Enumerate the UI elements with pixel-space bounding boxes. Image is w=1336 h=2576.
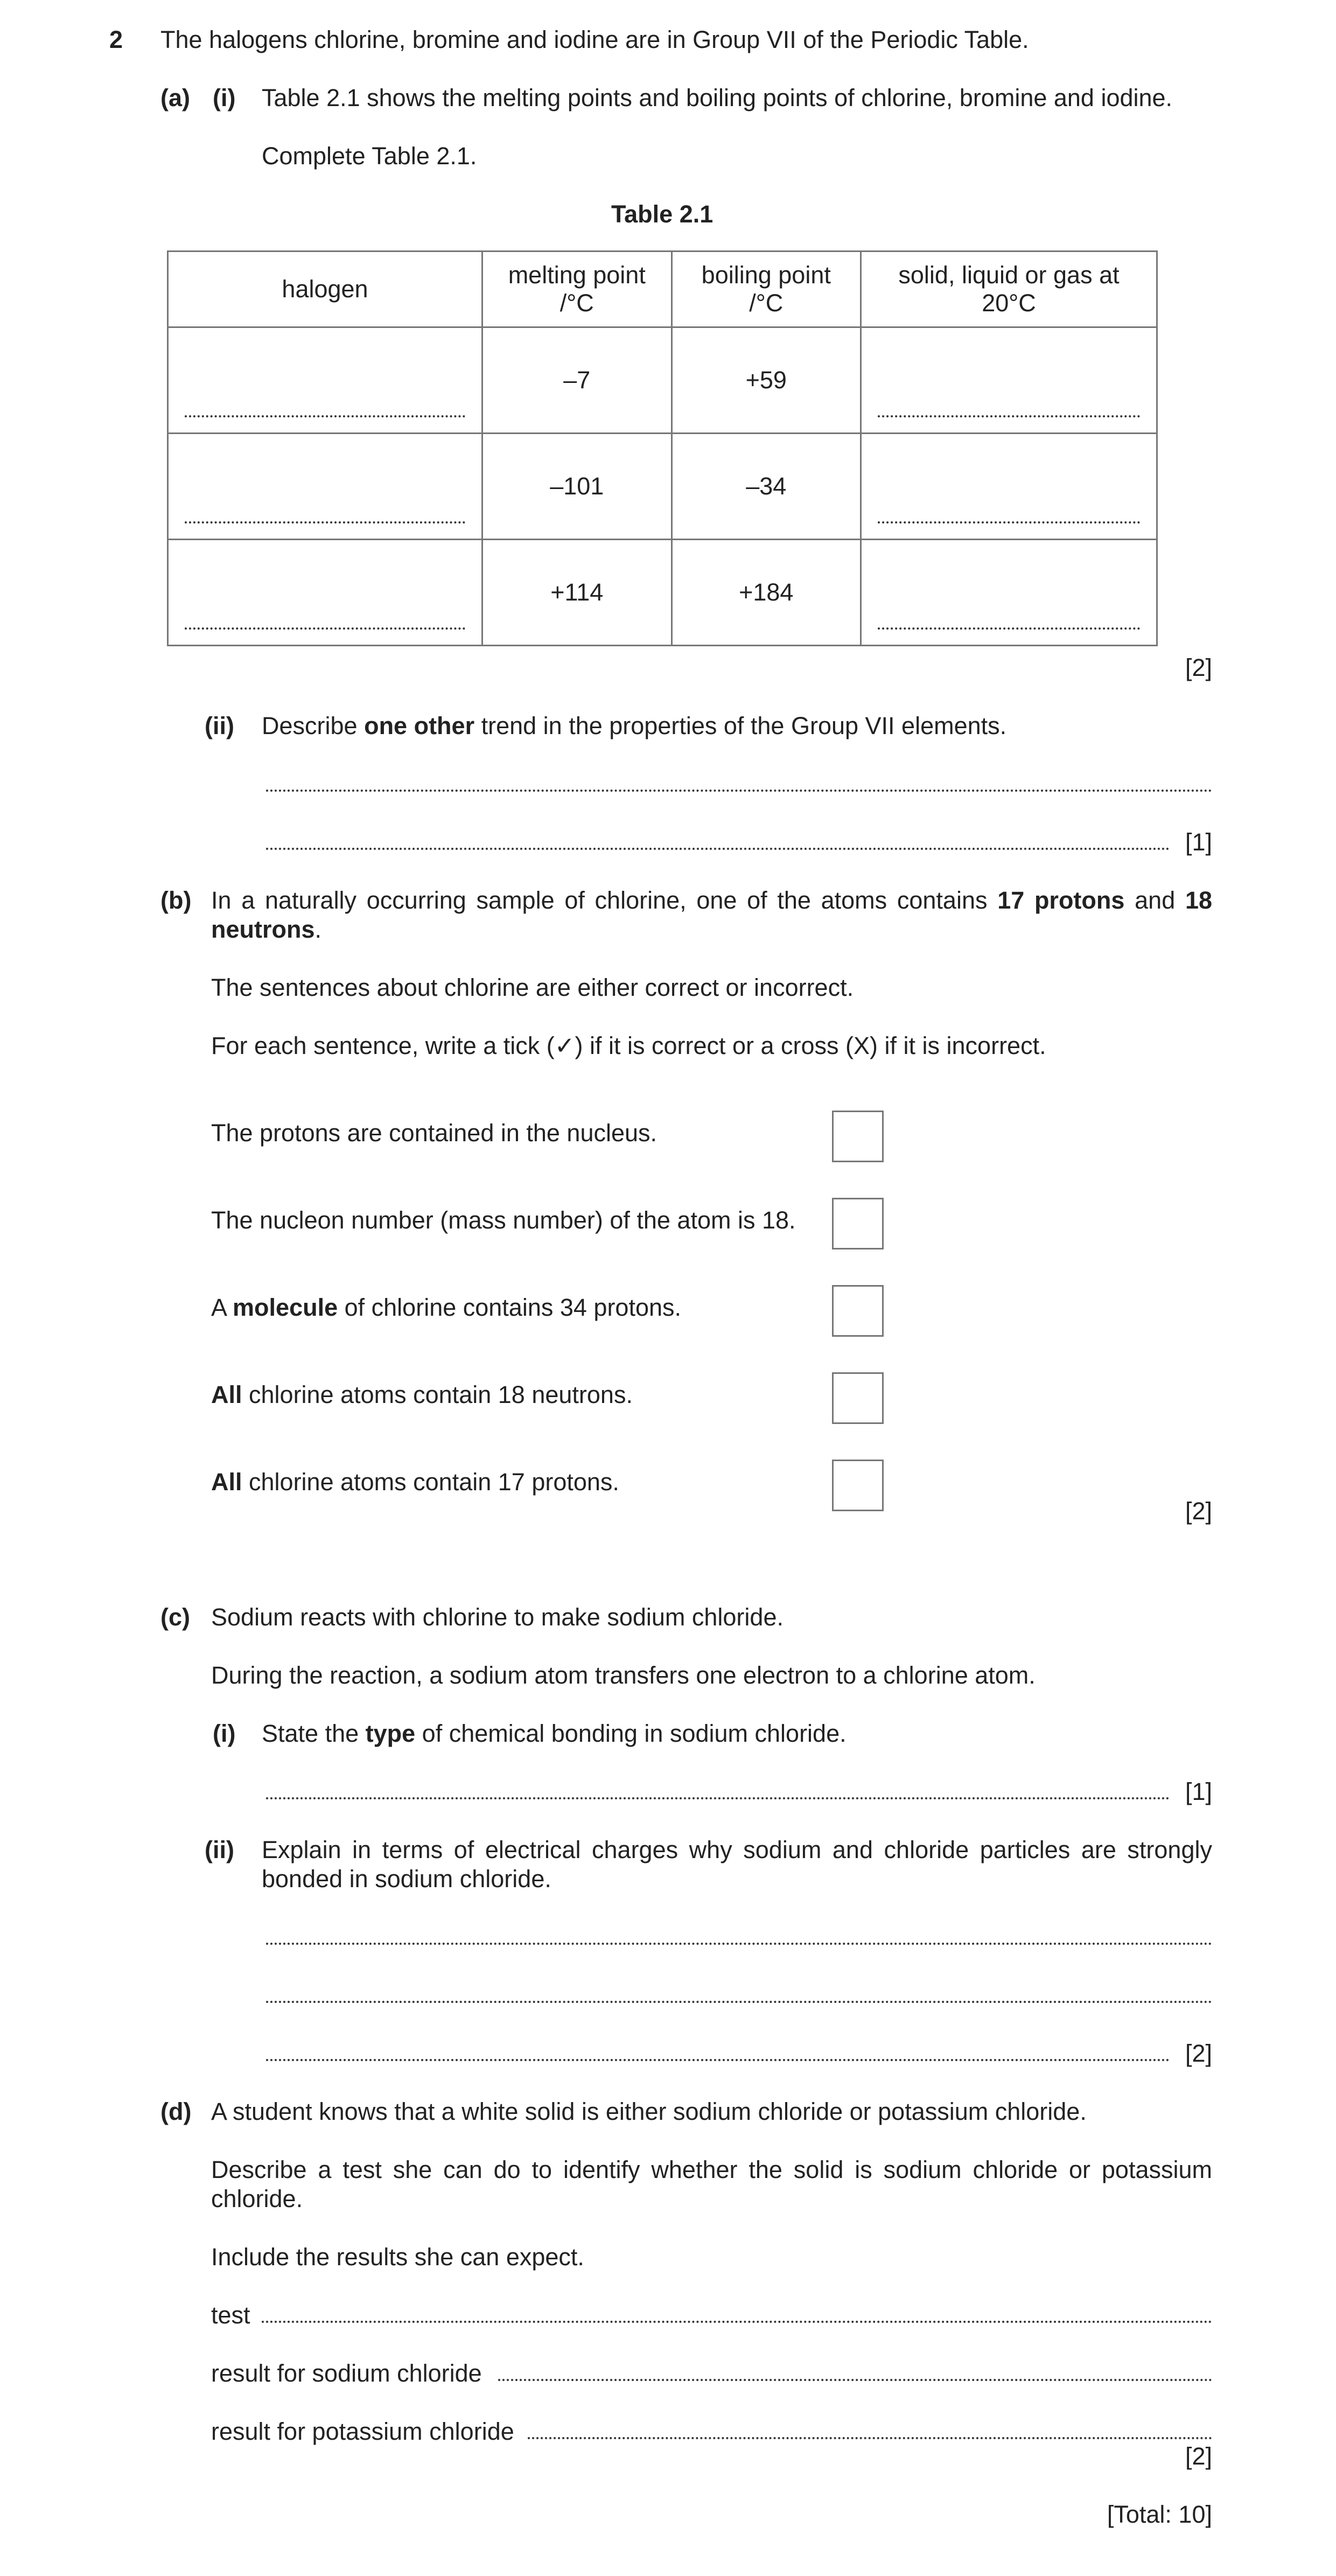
- halogen-answer-cell[interactable]: [168, 540, 482, 646]
- part-d-intro: A student knows that a white solid is either sodium chloride or potassium chloride.: [211, 2098, 1087, 2125]
- boiling-point-cell: +59: [672, 327, 861, 434]
- sentence-2: The nucleon number (mass number) of the atom is 18.: [211, 1206, 796, 1234]
- sentence-3: A molecule of chlorine contains 34 protons.: [211, 1294, 682, 1321]
- sentence-5: All chlorine atoms contain 17 protons.: [211, 1468, 619, 1496]
- question-number: 2: [109, 26, 123, 53]
- sodium-result-label: result for sodium chloride: [211, 2359, 482, 2387]
- answer-line-sodium[interactable]: [498, 2379, 1212, 2381]
- answer-line[interactable]: [266, 790, 1212, 792]
- answer-line: [878, 415, 1140, 417]
- answer-line: [185, 415, 465, 417]
- marks-b: [2]: [1185, 1497, 1212, 1525]
- part-b-statement1: The sentences about chlorine are either correct or incorrect.: [211, 974, 854, 1001]
- boiling-point-cell: +184: [672, 540, 861, 646]
- header-halogen: halogen: [168, 252, 482, 327]
- table-2-1: [167, 250, 1158, 646]
- part-a-ii-text: Describe one other trend in the properties of the Group VII elements.: [262, 712, 1007, 739]
- part-c-intro1: Sodium reacts with chlorine to make sodium chloride.: [211, 1603, 784, 1631]
- table-caption: Table 2.1: [611, 200, 714, 228]
- part-c-ii-text: Explain in terms of electrical charges why sodium and chloride particles are strongly bonded in sodium chloride.: [262, 1836, 1212, 1893]
- total-marks: [Total: 10]: [1107, 2501, 1212, 2528]
- answer-line[interactable]: [266, 1797, 1170, 1799]
- tick-box-5[interactable]: [832, 1460, 884, 1511]
- sentence-4: All chlorine atoms contain 18 neutrons.: [211, 1381, 633, 1408]
- marks-c-ii: [2]: [1185, 2040, 1212, 2067]
- answer-line[interactable]: [266, 2001, 1212, 2003]
- test-label: test: [211, 2301, 250, 2329]
- tick-box-2[interactable]: [832, 1198, 884, 1249]
- header-boiling-point: boiling point /°C: [672, 252, 861, 327]
- answer-line: [878, 521, 1140, 523]
- table-header-row: [168, 252, 1157, 327]
- marks-d: [2]: [1185, 2442, 1212, 2470]
- halogen-answer-cell[interactable]: [168, 434, 482, 540]
- part-b-statement2: For each sentence, write a tick (✓) if it is correct or a cross (X) if it is incorrect.: [211, 1032, 1046, 1059]
- part-c-i-text: State the type of chemical bonding in sodium chloride.: [262, 1720, 847, 1747]
- question-intro: The halogens chlorine, bromine and iodine are in Group VII of the Periodic Table.: [160, 26, 1029, 53]
- header-melting-point: melting point /°C: [482, 252, 672, 327]
- answer-line[interactable]: [266, 848, 1170, 850]
- state-answer-cell[interactable]: [861, 434, 1157, 540]
- part-d-label: (d): [160, 2098, 192, 2125]
- answer-line-potassium[interactable]: [528, 2437, 1212, 2439]
- part-a-ii-label: (ii): [205, 712, 234, 739]
- part-a-i-instruction: Complete Table 2.1.: [262, 142, 477, 170]
- part-b-intro-line2: neutrons.: [211, 916, 322, 943]
- sentence-1: The protons are contained in the nucleus.: [211, 1119, 657, 1147]
- part-a-label: (a): [160, 84, 190, 111]
- header-state: solid, liquid or gas at 20°C: [861, 252, 1157, 327]
- melting-point-cell: –101: [482, 434, 672, 540]
- part-c-i-label: (i): [213, 1720, 236, 1747]
- melting-point-cell: –7: [482, 327, 672, 434]
- answer-line-test[interactable]: [262, 2321, 1212, 2323]
- part-b-label: (b): [160, 886, 192, 914]
- state-answer-cell[interactable]: [861, 327, 1157, 434]
- table-row: [168, 540, 1157, 646]
- answer-line: [185, 627, 465, 630]
- answer-line[interactable]: [266, 2059, 1170, 2061]
- part-a-i-text: Table 2.1 shows the melting points and boiling points of chlorine, bromine and iodine.: [262, 84, 1173, 111]
- part-c-intro2: During the reaction, a sodium atom transfers one electron to a chlorine atom.: [211, 1662, 1036, 1689]
- table-row: [168, 327, 1157, 434]
- tick-box-4[interactable]: [832, 1372, 884, 1424]
- part-c-label: (c): [160, 1603, 190, 1631]
- part-c-ii-label: (ii): [205, 1836, 234, 1863]
- part-d-instruction2: Include the results she can expect.: [211, 2243, 584, 2271]
- tick-box-1[interactable]: [832, 1111, 884, 1162]
- marks-a-i: [2]: [1185, 654, 1212, 681]
- table-row: [168, 434, 1157, 540]
- state-answer-cell[interactable]: [861, 540, 1157, 646]
- marks-a-ii: [1]: [1185, 828, 1212, 856]
- tick-box-3[interactable]: [832, 1285, 884, 1337]
- halogen-answer-cell[interactable]: [168, 327, 482, 434]
- answer-line[interactable]: [266, 1943, 1212, 1945]
- answer-line: [185, 521, 465, 523]
- boiling-point-cell: –34: [672, 434, 861, 540]
- part-b-intro: In a naturally occurring sample of chlorine, one of the atoms contains 17 protons and 18: [211, 886, 1212, 914]
- potassium-result-label: result for potassium chloride: [211, 2418, 514, 2445]
- part-d-instruction: Describe a test she can do to identify whether the solid is sodium chloride or potassium chloride.: [211, 2156, 1212, 2212]
- part-a-i-label: (i): [213, 84, 236, 111]
- marks-c-i: [1]: [1185, 1778, 1212, 1805]
- answer-line: [878, 627, 1140, 630]
- melting-point-cell: +114: [482, 540, 672, 646]
